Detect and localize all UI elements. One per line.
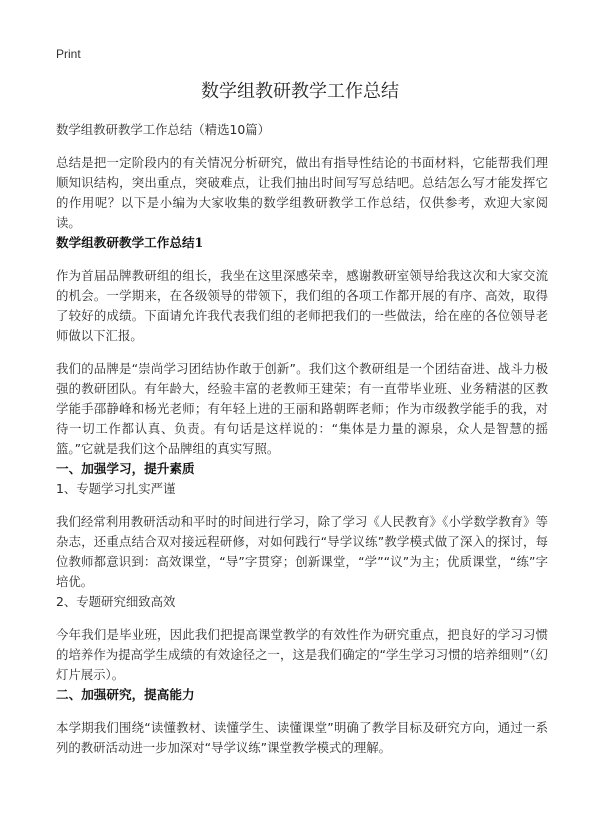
paragraph-3: 我们经常利用教研活动和平时的时间进行学习，除了学习《人民教育》《小学数学教育》等杂志，还重点结合双对接远程研修，对如何践行“导学议练”教学模式做了深入的探讨，每位教师都意识到：高效课堂，“导”字贯穿；创新课堂，“学”“议”为主；优质课堂，“练”字培优。: [56, 514, 548, 589]
print-link[interactable]: Print: [56, 47, 81, 61]
page-title: 数学组教研教学工作总结: [201, 81, 399, 102]
intro-paragraph: 总结是把一定阶段内的有关情况分析研究，做出有指导性结论的书面材料，它能帮我们理顺知识结构，突出重点，突破难点，让我们抽出时间写写总结吧。总结怎么写才能发挥它的作用呢？以下是小编为大家收集的数学组教研教学工作总结，仅供参考，欢迎大家阅读。: [56, 155, 548, 230]
paragraph-1: 作为首届品牌教研组的组长，我坐在这里深感荣幸，感谢教研室领导给我这次和大家交流的机会。一学期来，在各级领导的带领下，我们组的各项工作都开展的有序、高效，取得了较好的成绩。下面请允许我代表我们组的老师把我们的一些做法，给在座的各位领导老师做以下汇报。: [56, 268, 548, 343]
article-body: [56, 120, 548, 758]
heading-strengthen-research: 二、加强研究，提高能力: [56, 687, 195, 702]
subheading-topic-study: 1、专题学习扎实严谨: [56, 481, 176, 496]
article-subtitle: 数学组教研教学工作总结（精选10篇）: [56, 122, 271, 137]
paragraph-4: 今年我们是毕业班，因此我们把提高课堂教学的有效性作为研究重点，把良好的学习习惯的培养作为提高学生成绩的有效途径之一，这是我们确定的“学生学习习惯的培养细则”（幻灯片展示）。: [56, 627, 548, 682]
paragraph-5: 本学期我们围绕“读懂教材、读懂学生、读懂课堂”明确了教学目标及研究方向，通过一系列的教研活动进一步加深对“导学议练”课堂教学模式的理解。: [56, 720, 548, 755]
section-heading-1: 数学组教研教学工作总结1: [56, 235, 204, 250]
subheading-topic-research: 2、专题研究细致高效: [56, 594, 176, 609]
paragraph-2: 我们的品牌是“崇尚学习团结协作敢于创新”。我们这个教研组是一个团结奋进、战斗力极强的教研团队。有年龄大，经验丰富的老教师王建荣；有一直带毕业班、业务精湛的区教学能手邵静峰和杨光老师；有年轻上进的王丽和路朝晖老师；作为市级教学能手的我，对待一切工作都认真、负责。有句话是这样说的：“集体是力量的源泉，众人是智慧的摇篮。”它就是我们这个品牌组的真实写照。: [56, 361, 548, 456]
heading-strengthen-learning: 一、加强学习，提升素质: [56, 461, 195, 476]
